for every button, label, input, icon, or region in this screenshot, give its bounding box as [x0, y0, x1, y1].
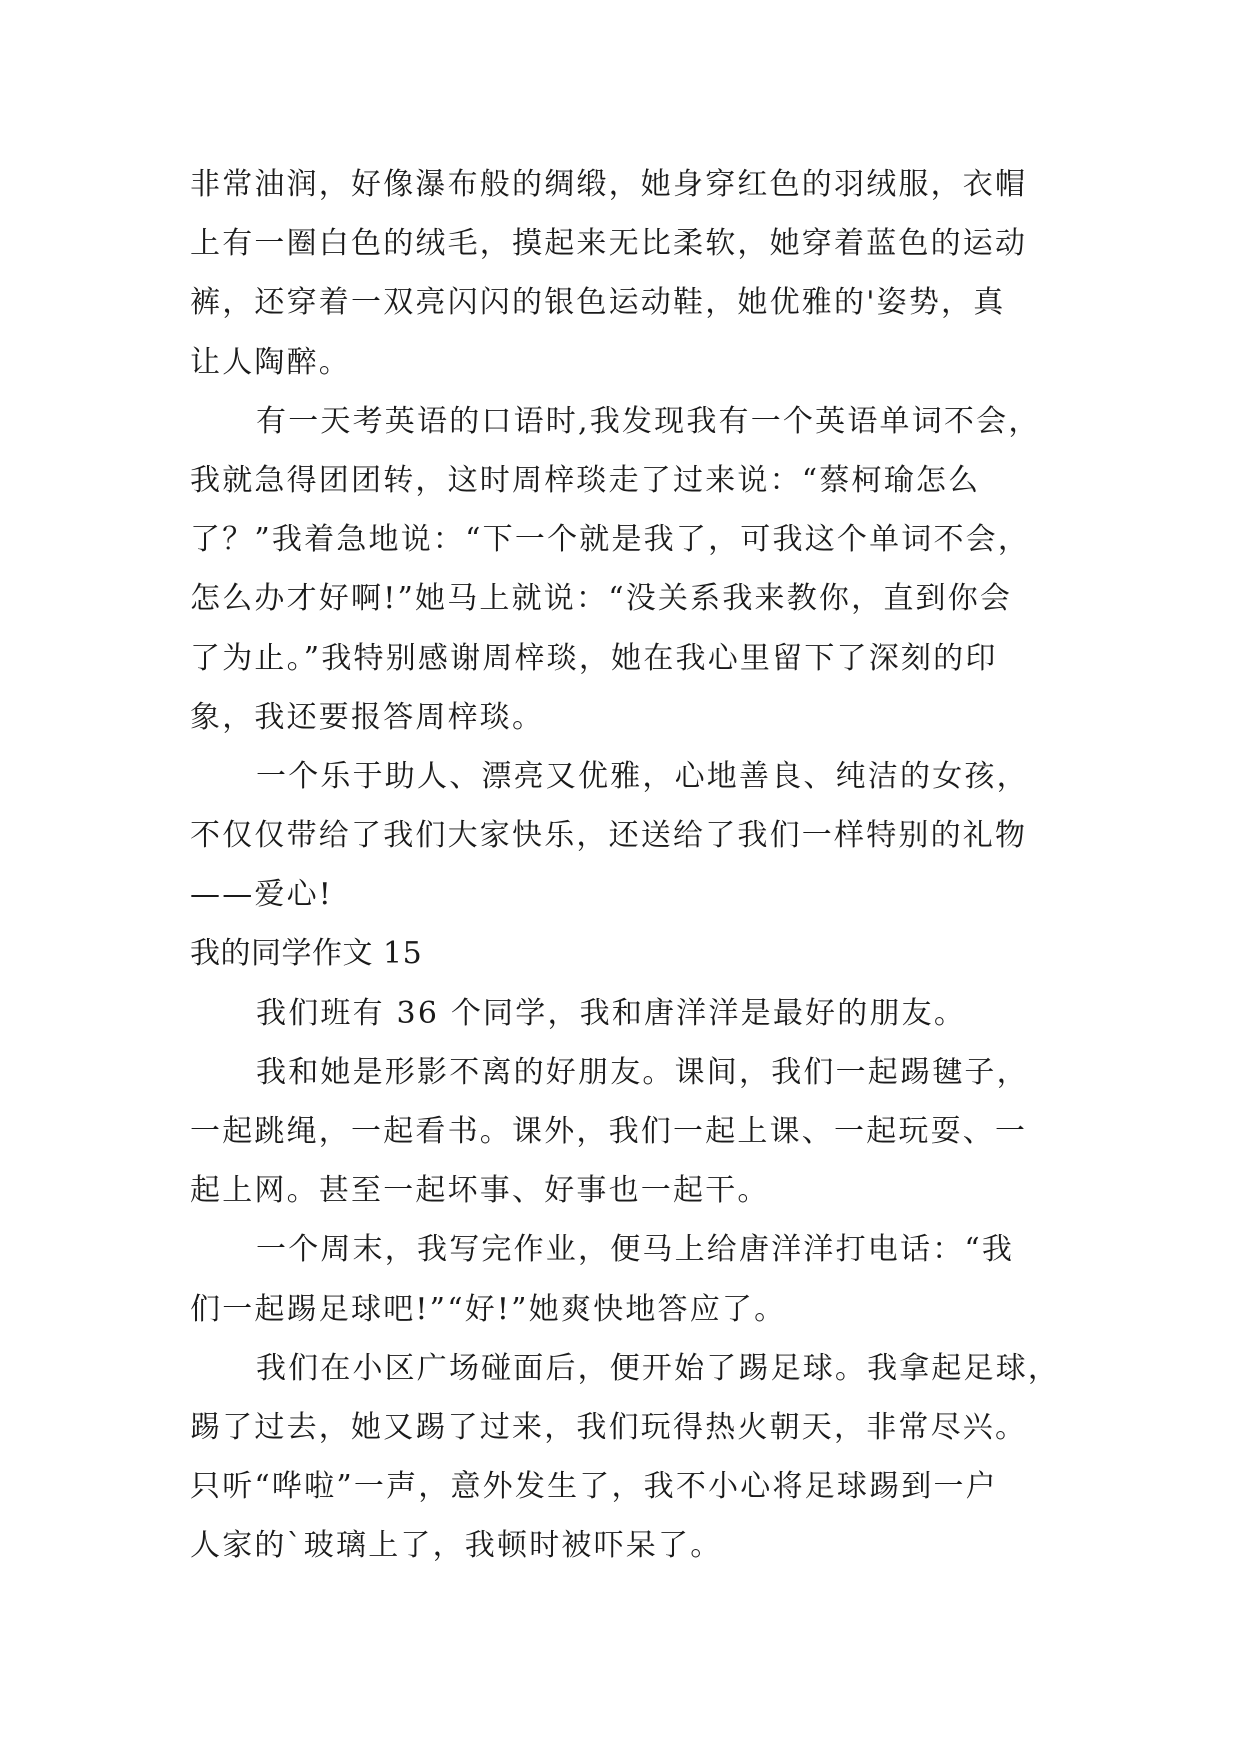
text-line: 不仅仅带给了我们大家快乐，还送给了我们一样特别的礼物 [190, 818, 1028, 854]
paragraph-first-line: 一个周末，我写完作业，便马上给唐洋洋打电话：“我 [256, 1232, 1015, 1268]
paragraph-first-line: 我们班有 36 个同学，我和唐洋洋是最好的朋友。 [256, 995, 967, 1031]
text-line: ——爱心! [190, 877, 334, 913]
text-line: 非常油润，好像瀑布般的绸缎，她身穿红色的羽绒服，衣帽 [190, 167, 1028, 202]
text-line: 裤，还穿着一双亮闪闪的银色运动鞋，她优雅的'姿势，真 [190, 285, 1006, 321]
text-line: 了为止。”我特别感谢周梓琰，她在我心里留下了深刻的印 [190, 640, 998, 676]
text-line: 上有一圈白色的绒毛，摸起来无比柔软，她穿着蓝色的运动 [190, 226, 1028, 262]
text-line: 只听“哗啦”一声，意外发生了，我不小心将足球踢到一户 [190, 1469, 998, 1505]
text-line: 一起跳绳，一起看书。课外，我们一起上课、一起玩耍、一 [190, 1114, 1028, 1149]
document-page [190, 155, 1060, 1576]
text-line: 人家的`玻璃上了，我顿时被吓呆了。 [190, 1528, 723, 1564]
text-line: 了？”我着急地说：“下一个就是我了，可我这个单词不会， [190, 522, 1031, 558]
paragraph-first-line: 有一天考英语的口语时,我发现我有一个英语单词不会， [256, 403, 1041, 439]
text-line: 让人陶醉。 [190, 344, 351, 380]
text-line: 起上网。甚至一起坏事、好事也一起干。 [190, 1173, 770, 1209]
text-line: 象，我还要报答周梓琰。 [190, 699, 545, 735]
paragraph-first-line: 我们在小区广场碰面后，便开始了踢足球。我拿起足球， [256, 1350, 1061, 1386]
section-heading: 我的同学作文 15 [190, 936, 423, 972]
text-line: 们一起踢足球吧!”“好!”她爽快地答应了。 [190, 1291, 787, 1327]
text-line: 踢了过去，她又踢了过来，我们玩得热火朝天，非常尽兴。 [190, 1409, 1028, 1445]
text-line: 怎么办才好啊!”她马上就说：“没关系我来教你，直到你会 [190, 581, 1013, 617]
paragraph-first-line: 我和她是形影不离的好朋友。课间，我们一起踢毽子， [256, 1054, 1029, 1090]
paragraph-first-line: 一个乐于助人、漂亮又优雅，心地善良、纯洁的女孩， [256, 758, 1029, 794]
text-line: 我就急得团团转，这时周梓琰走了过来说：“蔡柯瑜怎么 [190, 462, 981, 498]
